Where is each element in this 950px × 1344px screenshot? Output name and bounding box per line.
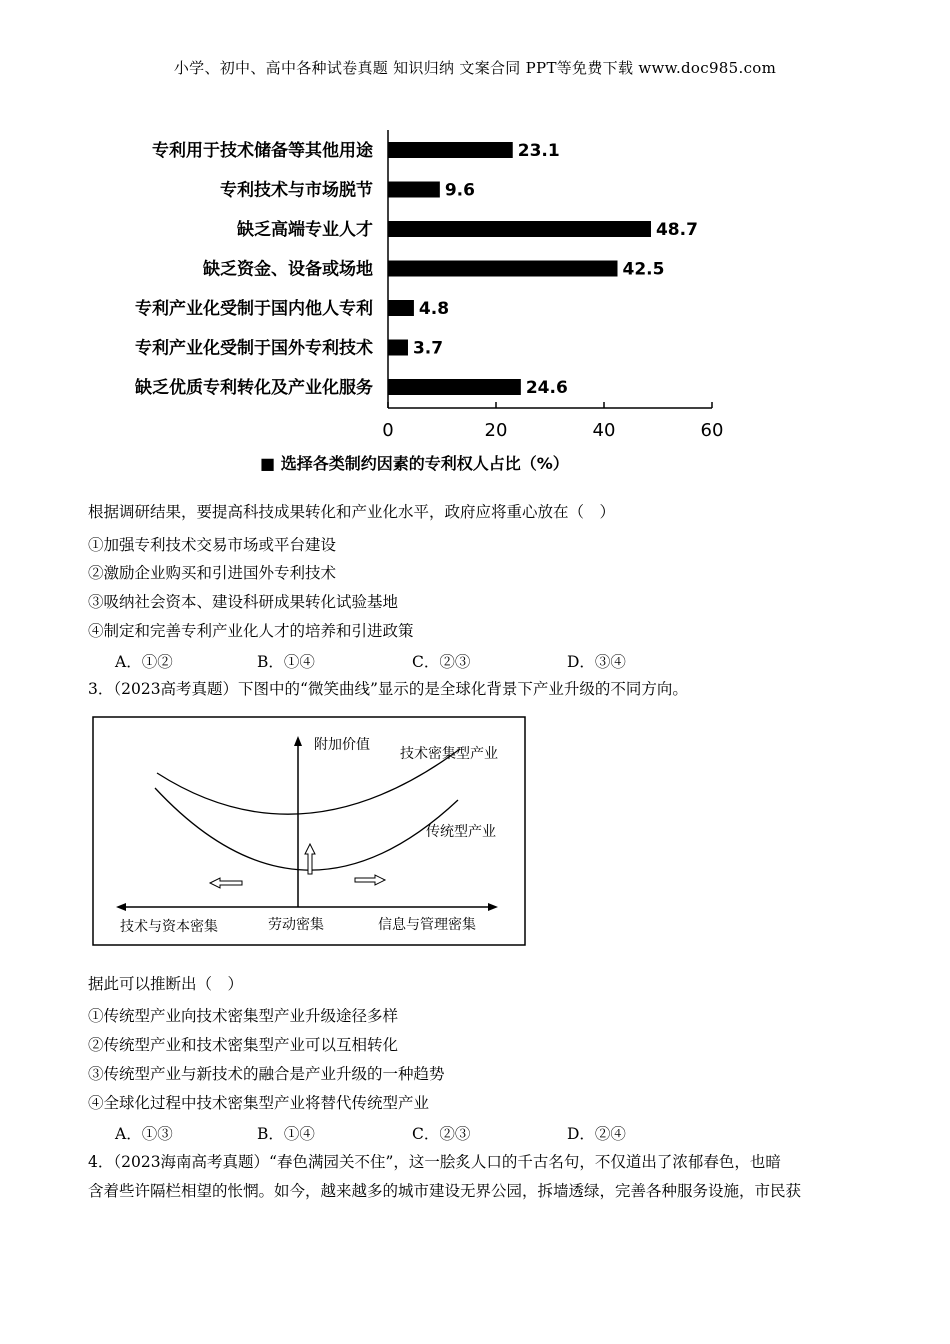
chart-category-label: 缺乏资金、设备或场地 — [203, 259, 373, 280]
q3-item-1: ①传统型产业向技术密集型产业升级途径多样 — [88, 1007, 399, 1025]
q2-option-d[interactable]: D．③④ — [567, 653, 626, 671]
chart-legend: ■ 选择各类制约因素的专利权人占比（%） — [260, 454, 569, 473]
chart-category-label: 缺乏高端专业人才 — [237, 220, 373, 240]
q2-options — [115, 650, 722, 672]
q3-item-3: ③传统型产业与新技术的融合是产业升级的一种趋势 — [88, 1065, 445, 1083]
chart-bar — [388, 182, 440, 198]
smile-curve-diagram — [92, 716, 526, 946]
bar-chart — [90, 120, 740, 480]
chart-bar — [388, 379, 521, 395]
q4-line-2: 含着些许隔栏相望的怅惘。如今，越来越多的城市建设无界公园，拆墙透绿，完善各种服务设施，市民获 — [88, 1182, 802, 1200]
chart-value-label: 42.5 — [622, 259, 665, 280]
q3-options — [115, 1122, 722, 1144]
chart-value-label: 3.7 — [412, 338, 444, 359]
chart-category-label: 专利产业化受制于国外专利技术 — [135, 338, 373, 359]
curve-top-label: 技术密集型产业 — [400, 746, 498, 762]
x-axis-right-arrowhead — [488, 903, 498, 911]
chart-x-tick-label: 20 — [484, 420, 508, 441]
chart-bar — [388, 142, 513, 158]
chart-value-label: 23.1 — [517, 141, 560, 161]
q4-line-1: 4．（2023海南高考真题）“春色满园关不住”，这一脍炙人口的千古名句，不仅道出了浓郁春色，也暗 — [88, 1153, 781, 1171]
chart-value-label: 48.7 — [655, 220, 698, 240]
chart-x-tick-label: 60 — [700, 420, 724, 441]
left-arrow-icon — [210, 878, 242, 888]
q3-prompt: 据此可以推断出（ ） — [88, 975, 244, 993]
q3-stem: 3．（2023高考真题）下图中的“微笑曲线”显示的是全球化背景下产业升级的不同方向。 — [88, 680, 688, 698]
x-axis-left-arrowhead — [116, 903, 126, 911]
q2-item-3: ③吸纳社会资本、建设科研成果转化试验基地 — [88, 593, 399, 611]
chart-value-label: 9.6 — [444, 180, 475, 201]
q3-option-c[interactable]: C．②③ — [412, 1125, 471, 1143]
x-mid-label: 劳动密集 — [268, 917, 324, 933]
right-arrow-icon — [355, 875, 385, 885]
y-axis-arrowhead — [294, 736, 302, 746]
q2-item-1: ①加强专利技术交易市场或平台建设 — [88, 536, 337, 554]
q2-option-c[interactable]: C．②③ — [412, 653, 471, 671]
q3-option-a[interactable]: A．①③ — [115, 1125, 173, 1143]
q2-stem: 根据调研结果，要提高科技成果转化和产业化水平，政府应将重心放在（ ） — [88, 503, 616, 521]
chart-category-label: 缺乏优质专利转化及产业化服务 — [135, 378, 373, 398]
chart-bar — [388, 340, 408, 356]
chart-category-label: 专利产业化受制于国内他人专利 — [135, 299, 373, 319]
q3-item-2: ②传统型产业和技术密集型产业可以互相转化 — [88, 1036, 399, 1054]
x-left-label: 技术与资本密集 — [120, 919, 218, 935]
chart-value-label: 4.8 — [418, 299, 450, 319]
curve-bottom-label: 传统型产业 — [426, 824, 496, 840]
q2-item-4: ④制定和完善专利产业化人才的培养和引进政策 — [88, 622, 414, 640]
y-axis-label: 附加价值 — [314, 737, 370, 753]
q3-option-b[interactable]: B．①④ — [257, 1125, 315, 1143]
chart-category-label: 专利技术与市场脱节 — [220, 180, 373, 201]
chart-x-tick-label: 40 — [592, 420, 616, 441]
chart-value-label: 24.6 — [525, 378, 568, 398]
q2-option-b[interactable]: B．①④ — [257, 653, 315, 671]
x-right-label: 信息与管理密集 — [378, 917, 476, 933]
chart-bar — [388, 221, 651, 237]
page-header: 小学、初中、高中各种试卷真题 知识归纳 文案合同 PPT等免费下载 www.doc985.com — [173, 59, 777, 77]
chart-bar — [388, 261, 618, 277]
chart-x-tick-label: 0 — [382, 420, 394, 441]
q2-item-2: ②激励企业购买和引进国外专利技术 — [88, 564, 337, 582]
chart-bar — [388, 300, 414, 316]
q2-option-a[interactable]: A．①② — [115, 653, 173, 671]
q3-item-4: ④全球化过程中技术密集型产业将替代传统型产业 — [88, 1094, 430, 1112]
curve-traditional — [155, 788, 458, 870]
chart-category-label: 专利用于技术储备等其他用途 — [152, 141, 373, 161]
q3-option-d[interactable]: D．②④ — [567, 1125, 626, 1143]
